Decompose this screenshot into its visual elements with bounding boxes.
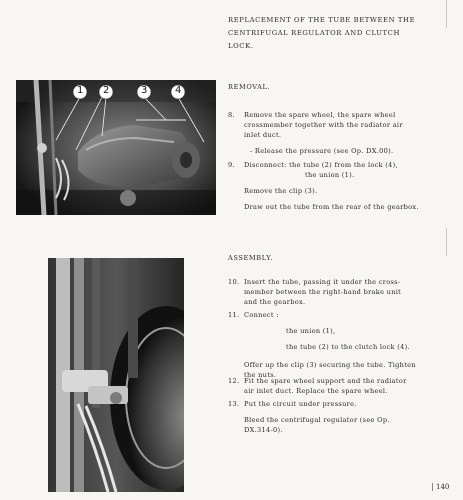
step-line: Fit the spare wheel support and the radiator bbox=[244, 377, 407, 385]
step-number: 11. bbox=[228, 311, 240, 319]
step-11 bbox=[228, 310, 416, 380]
step-line: air inlet duct. Replace the spare wheel. bbox=[244, 387, 388, 395]
wheel-tube-photo bbox=[48, 258, 184, 492]
step-subitem: the union (1), bbox=[286, 327, 336, 335]
step-subitem: the tube (2) to the clutch lock (4). bbox=[286, 343, 410, 351]
step-line: Draw out the tube from the rear of the gearbox. bbox=[244, 203, 419, 211]
callout-2: 2 bbox=[103, 85, 110, 96]
step-9 bbox=[228, 160, 419, 212]
step-line: Connect : bbox=[244, 311, 279, 319]
step-number: 9. bbox=[228, 161, 235, 169]
step-line: the nuts. bbox=[244, 371, 277, 379]
step-line: Remove the clip (3). bbox=[244, 187, 318, 195]
step-13 bbox=[228, 399, 390, 435]
title-line: LOCK. bbox=[228, 42, 254, 50]
page-number: 140 bbox=[432, 483, 449, 491]
step-number: 8. bbox=[228, 111, 235, 119]
engine-photo bbox=[16, 80, 216, 215]
step-line: member between the right-hand brake unit bbox=[244, 288, 402, 296]
title-line: CENTRIFUGAL REGULATOR AND CLUTCH bbox=[228, 29, 400, 37]
step-line: Offer up the clip (3) securing the tube. Tighten bbox=[244, 361, 416, 369]
step-line: Put the circuit under pressure. bbox=[244, 400, 357, 408]
step-line: Insert the tube, passing it under the cross- bbox=[244, 278, 401, 286]
step-line: the union (1). bbox=[305, 171, 355, 179]
step-line: inlet duct. bbox=[244, 131, 282, 139]
step-12 bbox=[228, 376, 407, 396]
engine-photo-drawing bbox=[16, 80, 216, 215]
callout-3: 3 bbox=[141, 85, 148, 96]
page-title bbox=[228, 14, 415, 53]
step-number: 12. bbox=[228, 377, 240, 385]
wheel-tube-photo-drawing bbox=[48, 258, 184, 492]
page-edge-line bbox=[446, 228, 447, 256]
step-line: Disconnect: the tube (2) from the lock (4), bbox=[244, 161, 398, 169]
callout-4: 4 bbox=[175, 85, 182, 96]
step-line: DX.314-0). bbox=[244, 426, 283, 434]
step-number: 13. bbox=[228, 400, 240, 408]
removal-heading: REMOVAL. bbox=[228, 83, 271, 91]
page-edge-line bbox=[446, 0, 447, 28]
step-line: Remove the spare wheel, the spare wheel bbox=[244, 111, 396, 119]
step-10 bbox=[228, 277, 401, 307]
step-subitem: - Release the pressure (see Op. DX.00). bbox=[250, 147, 394, 155]
assembly-heading: ASSEMBLY. bbox=[228, 254, 274, 262]
step-number: 10. bbox=[228, 278, 240, 286]
step-line: crossmember together with the radiator air bbox=[244, 121, 403, 129]
title-line: REPLACEMENT OF THE TUBE BETWEEN THE bbox=[228, 16, 416, 24]
step-line: Bleed the centrifugal regulator (see Op. bbox=[244, 416, 390, 424]
step-line: and the gearbox. bbox=[244, 298, 306, 306]
step-8 bbox=[228, 110, 403, 156]
callout-1: 1 bbox=[77, 85, 84, 96]
